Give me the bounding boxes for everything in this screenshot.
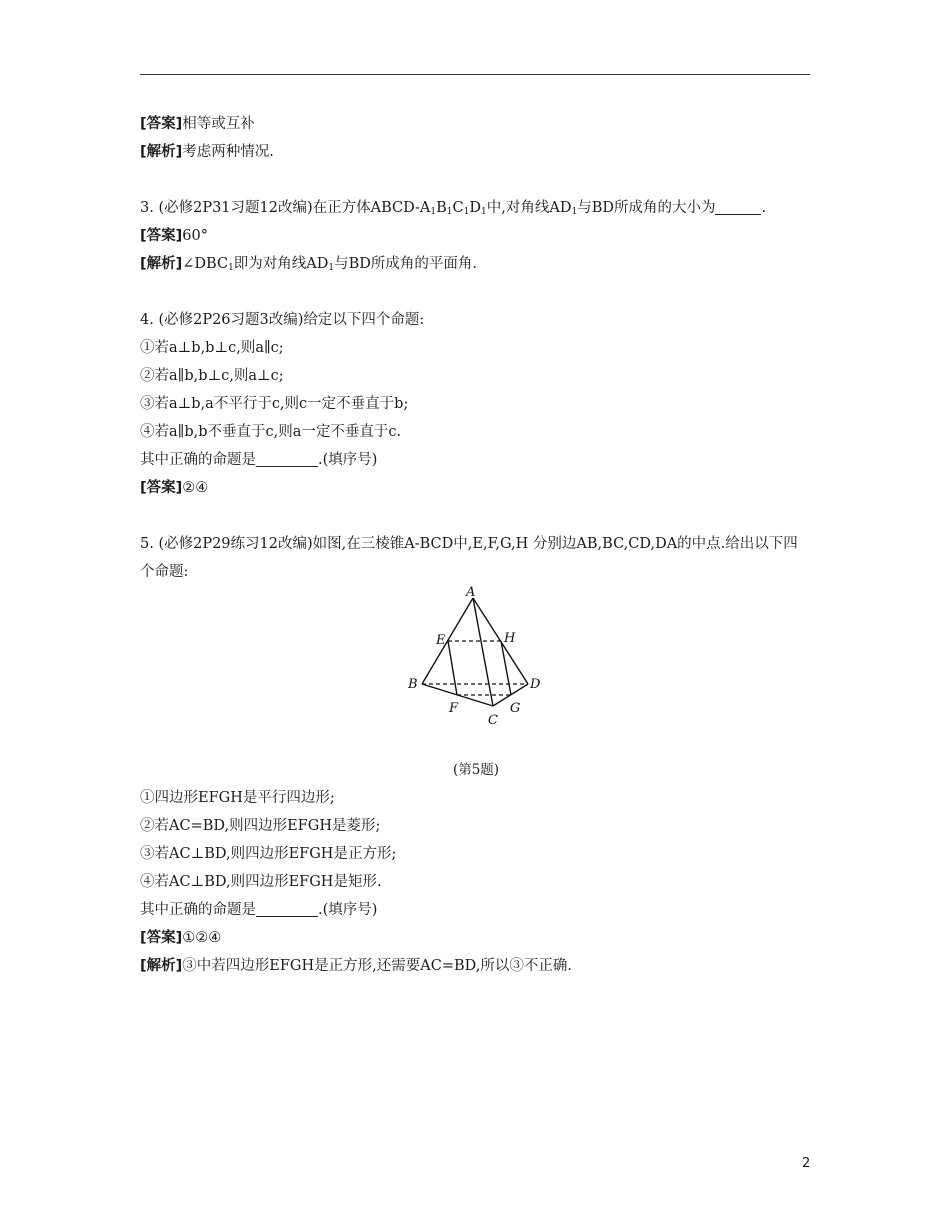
subscript: 1 — [328, 263, 335, 273]
tetrahedron-figure — [140, 586, 812, 756]
subscript: 1 — [463, 207, 470, 217]
q5-analysis — [140, 952, 812, 980]
q3-stem-part: C — [452, 200, 464, 216]
page-content — [140, 110, 812, 980]
tetrahedron-diagram — [400, 586, 560, 756]
answer-blank — [715, 199, 761, 215]
subscript: 1 — [571, 207, 578, 217]
q2-answer-text: 相等或互补 — [182, 116, 255, 132]
q3-answer-text: 60° — [182, 228, 208, 244]
q3-analysis-part: 与BD所成角的平面角. — [334, 256, 478, 272]
q5-prompt — [140, 896, 812, 924]
answer-tag: [答案] — [140, 116, 183, 132]
q4-prompt-part: 其中正确的命题是 — [140, 452, 256, 468]
label-c: C — [488, 713, 498, 728]
q4-answer-text: ②④ — [182, 480, 209, 496]
answer-blank — [256, 451, 318, 467]
subscript: 1 — [228, 263, 234, 273]
q2-answer — [140, 110, 812, 138]
q5-item: ③若AC⊥BD,则四边形EFGH是正方形; — [140, 846, 397, 862]
q5-item: ②若AC=BD,则四边形EFGH是菱形; — [140, 818, 381, 834]
q3-stem-part: 中,对角线AD — [486, 200, 572, 216]
q5-stem: 5. (必修2P29练习12改编)如图,在三棱锥A-BCD中,E,F,G,H 分别边AB,BC,CD,DA的中点.给出以下四个命题: — [140, 536, 798, 580]
q5-answer-text: ①②④ — [182, 930, 222, 946]
answer-tag: [答案] — [140, 228, 183, 244]
q3-answer — [140, 222, 812, 250]
q5-answer — [140, 924, 812, 952]
segment-ef — [448, 641, 457, 695]
q4-item: ④若a∥b,b不垂直于c,则a一定不垂直于c. — [140, 424, 402, 440]
label-f: F — [449, 701, 459, 716]
label-a: A — [466, 586, 476, 600]
subscript: 1 — [446, 207, 453, 217]
q3-analysis — [140, 250, 812, 278]
q3-stem — [140, 194, 812, 222]
q4-stem: 4. (必修2P26习题3改编)给定以下四个命题: — [140, 312, 425, 328]
answer-tag: [答案] — [140, 480, 183, 496]
q3-stem-part: 3. (必修2P31习题12改编)在正方体ABCD-A — [140, 200, 431, 216]
label-g: G — [510, 701, 521, 716]
answer-blank — [256, 901, 318, 917]
q3-analysis-part: ∠DBC — [182, 256, 229, 272]
q3-stem-part: . — [761, 200, 767, 216]
q3-analysis-part: 即为对角线AD — [233, 256, 329, 272]
q5-item: ①四边形EFGH是平行四边形; — [140, 790, 335, 806]
page-number: 2 — [802, 1156, 811, 1171]
analysis-tag: [解析] — [140, 256, 183, 272]
label-d: D — [530, 677, 541, 692]
label-b: B — [408, 677, 418, 692]
analysis-tag: [解析] — [140, 958, 183, 974]
q4-prompt-part: .(填序号) — [318, 452, 378, 468]
q5-prompt-part: .(填序号) — [318, 902, 378, 918]
q4-answer — [140, 474, 812, 502]
subscript: 1 — [481, 207, 487, 217]
q3-stem-part: 与BD所成角的大小为 — [577, 200, 716, 216]
q5-item: ④若AC⊥BD,则四边形EFGH是矩形. — [140, 874, 382, 890]
answer-tag: [答案] — [140, 930, 183, 946]
q4-item: ①若a⊥b,b⊥c,则a∥c; — [140, 340, 284, 356]
q5-analysis-text: ③中若四边形EFGH是正方形,还需要AC=BD,所以③不正确. — [182, 958, 572, 974]
subscript: 1 — [430, 207, 437, 217]
q4-item: ③若a⊥b,a不平行于c,则c一定不垂直于b; — [140, 396, 409, 412]
q4-prompt — [140, 446, 812, 474]
q5-prompt-part: 其中正确的命题是 — [140, 902, 256, 918]
q2-analysis — [140, 138, 812, 166]
q2-analysis-text: 考虑两种情况. — [182, 144, 274, 160]
q3-stem-part: B — [436, 200, 447, 216]
analysis-tag: [解析] — [140, 144, 183, 160]
label-e: E — [436, 633, 446, 648]
header-rule — [140, 74, 810, 75]
q3-stem-part: D — [469, 200, 482, 216]
figure-caption: (第5题) — [452, 762, 500, 778]
q4-item: ②若a∥b,b⊥c,则a⊥c; — [140, 368, 284, 384]
label-h: H — [504, 631, 516, 646]
